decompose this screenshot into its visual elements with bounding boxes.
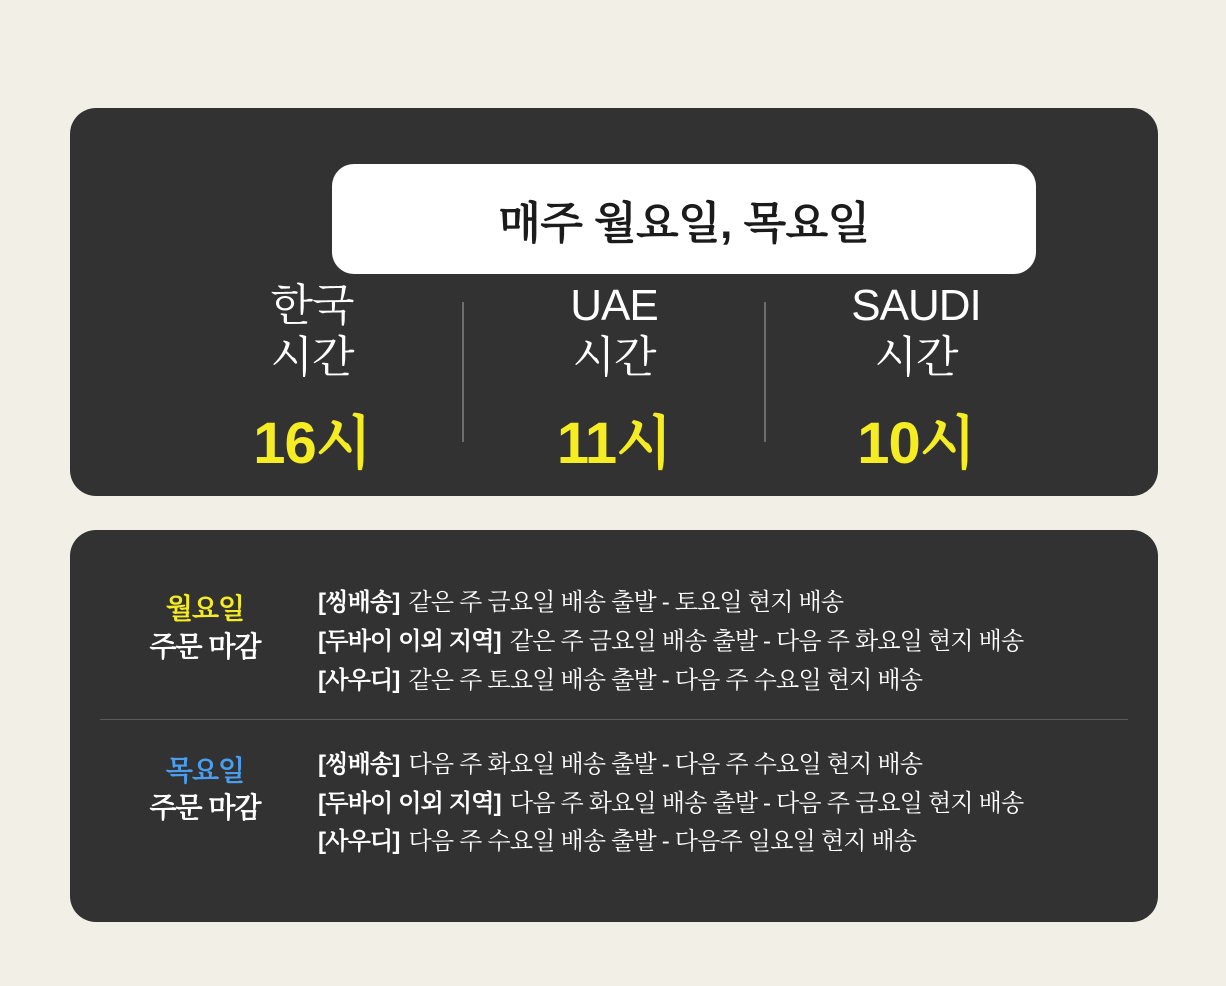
cutoff-row — [100, 570, 1128, 719]
timezone-time: 11시 — [556, 410, 672, 476]
timezone-name: UAE — [570, 281, 658, 330]
cutoff-detail-text: 같은 주 금요일 배송 출발 - 토요일 현지 배송 — [408, 589, 844, 616]
cutoff-detail-line — [318, 623, 1128, 662]
cutoff-detail-text: 같은 주 금요일 배송 출발 - 다음 주 화요일 현지 배송 — [509, 627, 1024, 655]
schedule-badge — [332, 164, 1036, 274]
cutoff-day: 목요일 — [165, 754, 245, 786]
cutoff-detail-line — [318, 662, 1128, 701]
cutoff-label-group — [100, 584, 310, 666]
timezone-name: SAUDI — [851, 281, 981, 330]
cutoff-detail-tag: [두바이 이외 지역] — [318, 627, 501, 655]
cutoff-label-group — [100, 746, 310, 828]
cutoff-detail-line — [318, 584, 1128, 623]
timezone-time: 16시 — [253, 410, 371, 476]
weekly-schedule-card — [70, 108, 1158, 496]
timezone-list — [70, 280, 1158, 480]
cutoff-detail-tag: [두바이 이외 지역] — [318, 789, 501, 817]
timezone-item-korea — [162, 280, 462, 480]
timezone-item-saudi — [766, 280, 1066, 480]
timezone-item-uae — [464, 280, 764, 480]
timezone-sublabel: 시간 — [874, 332, 958, 382]
cutoff-deadline: 주문 마감 — [149, 792, 261, 824]
cutoff-detail-text: 같은 주 토요일 배송 출발 - 다음 주 수요일 현지 배송 — [408, 666, 923, 694]
timezone-name: 한국 — [270, 281, 354, 330]
cutoff-detail-text: 다음 주 수요일 배송 출발 - 다음주 일요일 현지 배송 — [408, 828, 917, 856]
cutoff-detail-text: 다음 주 화요일 배송 출발 - 다음 주 수요일 현지 배송 — [408, 750, 923, 778]
cutoff-detail-tag: [씽배송] — [318, 589, 400, 616]
cutoff-row — [100, 719, 1128, 881]
cutoff-detail-tag: [사우디] — [318, 666, 400, 694]
cutoff-detail-line — [318, 785, 1128, 824]
timezone-sublabel: 시간 — [572, 332, 656, 382]
cutoff-detail-list — [310, 746, 1128, 863]
cutoff-detail-list — [310, 584, 1128, 701]
cutoff-detail-tag: [사우디] — [318, 828, 400, 856]
timezone-time: 10시 — [857, 410, 975, 476]
schedule-badge-label: 매주 월요일, 목요일 — [498, 199, 870, 248]
cutoff-day: 월요일 — [165, 593, 245, 624]
timezone-sublabel: 시간 — [270, 332, 354, 382]
cutoff-detail-text: 다음 주 화요일 배송 출발 - 다음 주 금요일 현지 배송 — [509, 789, 1024, 817]
cutoff-deadline: 주문 마감 — [149, 630, 261, 662]
cutoff-detail-line — [318, 823, 1128, 862]
order-cutoff-card — [70, 530, 1158, 922]
cutoff-detail-tag: [씽배송] — [318, 750, 400, 778]
cutoff-detail-line — [318, 746, 1128, 785]
